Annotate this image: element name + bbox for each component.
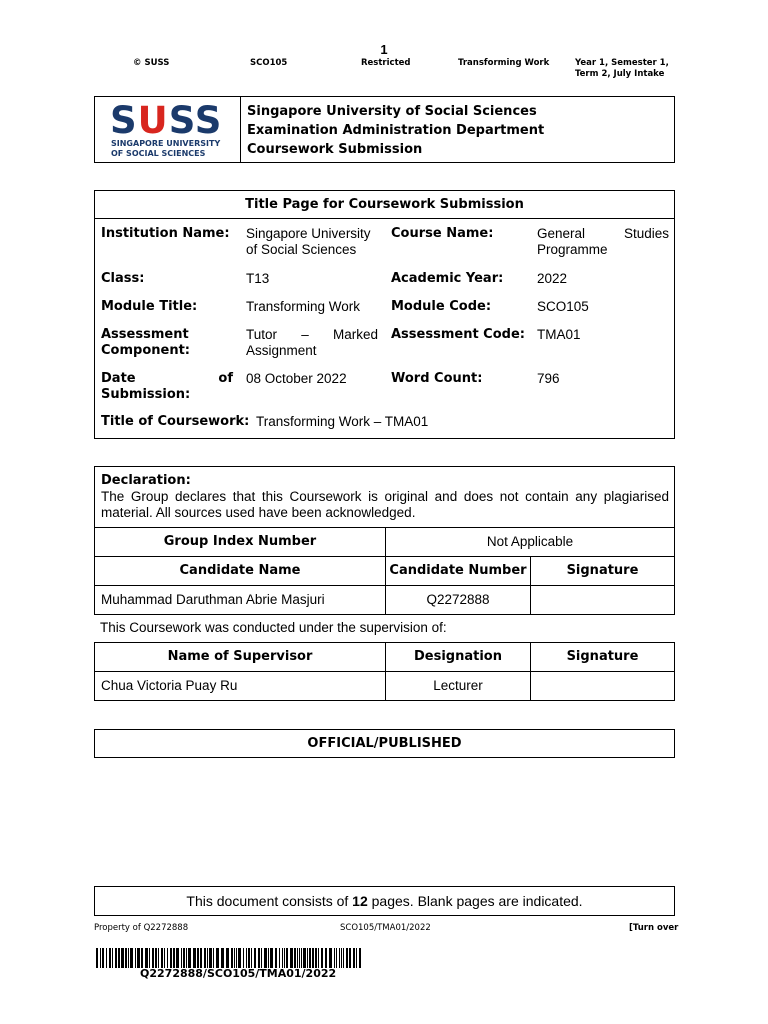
word-count-label: Word Count: xyxy=(391,371,483,386)
barcode-bar xyxy=(106,948,107,968)
barcode-bar xyxy=(204,948,206,968)
group-index-label: Group Index Number xyxy=(163,534,317,549)
barcode-bar xyxy=(270,948,273,968)
barcode-bar xyxy=(130,948,133,968)
barcode-bar xyxy=(135,948,136,968)
title-page-heading: Title Page for Coursework Submission xyxy=(95,191,674,219)
suss-logo-subtitle xyxy=(111,139,220,159)
header-term xyxy=(575,58,669,80)
candidate-signature-cell xyxy=(530,586,674,614)
barcode-bar xyxy=(183,948,185,968)
barcode-bar xyxy=(102,948,104,968)
barcode-bar xyxy=(121,948,124,968)
barcode-bar xyxy=(128,948,129,968)
barcode-bar xyxy=(243,948,244,968)
barcode-bar xyxy=(170,948,172,968)
barcode-bar xyxy=(261,948,262,968)
barcode-bar xyxy=(164,948,165,968)
institution-name-line: Singapore University of Social Sciences xyxy=(247,104,537,119)
barcode-bar xyxy=(353,948,355,968)
assessment-component-line1: Tutor – Marked xyxy=(246,327,378,342)
barcode-bar xyxy=(149,948,150,968)
barcode-bar xyxy=(158,948,159,968)
barcode-bar xyxy=(336,948,337,968)
barcode-bar xyxy=(207,948,208,968)
academic-year-label: Academic Year: xyxy=(391,271,504,286)
barcode-bar xyxy=(221,948,224,968)
supervisor-row xyxy=(95,671,674,700)
pages-count: 12 xyxy=(352,893,368,909)
candidate-header-row xyxy=(95,556,674,585)
barcode-bar xyxy=(173,948,175,968)
barcode-bar xyxy=(349,948,351,968)
barcode-bar xyxy=(236,948,237,968)
designation-header: Designation xyxy=(385,643,530,672)
barcode-bar xyxy=(356,948,357,968)
logo-sub-line2: OF SOCIAL SCIENCES xyxy=(111,149,206,158)
barcode-bar xyxy=(339,948,340,968)
class-value: T13 xyxy=(246,271,270,286)
coursework-title-value: Transforming Work – TMA01 xyxy=(256,414,429,429)
module-code-label: Module Code: xyxy=(391,299,492,314)
barcode-bar xyxy=(161,948,163,968)
supervision-intro: This Coursework was conducted under the supervision of: xyxy=(100,620,447,635)
barcode-bar xyxy=(312,948,314,968)
declaration-title: Declaration: xyxy=(101,473,191,488)
barcode-bar xyxy=(200,948,202,968)
barcode-bar xyxy=(329,948,332,968)
assessment-code-value: TMA01 xyxy=(537,327,581,342)
barcode-bar xyxy=(251,948,252,968)
page-number: 1 xyxy=(380,42,388,57)
supervisor-name: Chua Victoria Puay Ru xyxy=(101,678,238,693)
group-index-row xyxy=(95,527,674,556)
barcode-bar xyxy=(209,948,212,968)
barcode-icon xyxy=(96,948,364,968)
coursework-title-label: Title of Coursework: xyxy=(101,414,250,429)
barcode-bar xyxy=(321,948,323,968)
date-of-submission-value: 08 October 2022 xyxy=(246,371,347,386)
module-title-value: Transforming Work xyxy=(246,299,361,314)
barcode-bar xyxy=(286,948,288,968)
barcode-bar xyxy=(100,948,101,968)
barcode-bar xyxy=(309,948,311,968)
declaration-text: The Group declares that this Coursework is original and does not contain any plagiarised material. All sources used have been acknowledged. xyxy=(101,489,669,520)
assessment-code-label: Assessment Code: xyxy=(391,327,525,342)
candidate-row xyxy=(95,585,674,614)
logo-letter-s: S xyxy=(110,99,138,142)
barcode-bar xyxy=(125,948,127,968)
barcode-bar xyxy=(186,948,187,968)
barcode-bar xyxy=(152,948,154,968)
institution-name-value: Singapore University of Social Sciences xyxy=(246,226,371,257)
barcode-bar xyxy=(216,948,219,968)
candidate-signature-header: Signature xyxy=(530,557,674,585)
academic-year-value: 2022 xyxy=(537,271,568,286)
barcode-bar xyxy=(334,948,335,968)
barcode-bar xyxy=(315,948,317,968)
barcode-bar xyxy=(176,948,179,968)
barcode-bar xyxy=(246,948,247,968)
barcode-bar xyxy=(167,948,168,968)
course-name-label: Course Name: xyxy=(391,226,494,241)
barcode-bar xyxy=(282,948,283,968)
barcode-bar xyxy=(284,948,285,968)
barcode-bar xyxy=(299,948,300,968)
supervisor-signature-cell xyxy=(530,672,674,700)
barcode-bar xyxy=(231,948,233,968)
header-term-line2: Term 2, July Intake xyxy=(575,69,665,79)
barcode-bar xyxy=(325,948,327,968)
barcode-bar xyxy=(303,948,306,968)
barcode-bar xyxy=(145,948,148,968)
barcode-bar xyxy=(197,948,199,968)
assessment-component-label: Assessment Component: xyxy=(101,327,190,358)
barcode-bar xyxy=(294,948,296,968)
assessment-component-line2: Assignment xyxy=(246,343,317,358)
footer-property: Property of Q2272888 xyxy=(94,923,189,933)
barcode-bar xyxy=(343,948,344,968)
barcode-bar xyxy=(290,948,293,968)
pages-note-prefix: This document consists of xyxy=(186,893,353,909)
assessment-component-value xyxy=(246,327,378,359)
header-module-name: Transforming Work xyxy=(458,58,550,68)
submission-type-line: Coursework Submission xyxy=(247,142,423,157)
barcode-bar xyxy=(297,948,298,968)
barcode-bar xyxy=(268,948,269,968)
logo-letters-ss: SS xyxy=(168,99,223,142)
barcode-bar xyxy=(307,948,308,968)
supervisor-table xyxy=(94,642,675,701)
barcode-bar xyxy=(109,948,111,968)
course-name-line2: Programme xyxy=(537,242,608,257)
supervisor-header-row xyxy=(95,643,674,672)
barcode-bar xyxy=(193,948,196,968)
suss-logo-word xyxy=(110,99,222,142)
supervisor-name-header: Name of Supervisor xyxy=(167,649,313,664)
word-count-value: 796 xyxy=(537,371,560,386)
candidate-number-header: Candidate Number xyxy=(385,557,530,585)
pages-note xyxy=(94,886,675,916)
header-module: SCO105 xyxy=(250,58,288,68)
barcode-bar xyxy=(318,948,319,968)
barcode-bar xyxy=(258,948,260,968)
declaration-table xyxy=(94,466,675,615)
barcode-bar xyxy=(115,948,117,968)
barcode-bar xyxy=(137,948,140,968)
barcode-bar xyxy=(248,948,250,968)
barcode-text: Q2272888/SCO105/TMA01/2022 xyxy=(140,967,337,980)
official-published-label: OFFICIAL/PUBLISHED xyxy=(94,729,675,758)
logo-letter-u: U xyxy=(137,99,169,142)
barcode-bar xyxy=(141,948,143,968)
barcode-bar xyxy=(275,948,277,968)
barcode-bar xyxy=(188,948,191,968)
title-page-table xyxy=(94,190,675,439)
date-of-submission-label: Date of Submission: xyxy=(101,371,233,402)
footer-turn-over: [Turn over xyxy=(629,923,679,933)
class-label: Class: xyxy=(101,271,145,286)
institution-header xyxy=(94,96,675,163)
barcode-bar xyxy=(213,948,214,968)
barcode-bar xyxy=(279,948,280,968)
module-title-label: Module Title: xyxy=(101,299,198,314)
candidate-number: Q2272888 xyxy=(385,586,530,614)
course-name-line1: General Studies xyxy=(537,226,669,241)
barcode-bar xyxy=(181,948,182,968)
course-name-value xyxy=(537,226,669,258)
barcode-bar xyxy=(359,948,361,968)
barcode-bar xyxy=(341,948,342,968)
candidate-name: Muhammad Daruthman Abrie Masjuri xyxy=(101,592,325,607)
header-copyright: © SUSS xyxy=(133,58,170,68)
footer-reference: SCO105/TMA01/2022 xyxy=(340,923,431,933)
barcode-bar xyxy=(155,948,157,968)
institution-name-label: Institution Name: xyxy=(101,226,230,241)
barcode-bar xyxy=(254,948,256,968)
institution-lines xyxy=(247,102,544,159)
barcode-bar xyxy=(118,948,120,968)
suss-logo xyxy=(95,97,241,162)
candidate-name-header: Candidate Name xyxy=(179,563,301,578)
header-classification: Restricted xyxy=(361,58,411,68)
department-line: Examination Administration Department xyxy=(247,123,545,138)
pages-note-suffix: pages. Blank pages are indicated. xyxy=(367,893,583,909)
header-term-line1: Year 1, Semester 1, xyxy=(575,58,669,68)
group-index-value: Not Applicable xyxy=(385,528,674,556)
supervisor-signature-header: Signature xyxy=(530,643,674,672)
barcode-bar xyxy=(234,948,235,968)
logo-sub-line1: SINGAPORE UNIVERSITY xyxy=(111,139,221,148)
barcode-bar xyxy=(301,948,302,968)
barcode-bar xyxy=(346,948,348,968)
barcode-bar xyxy=(112,948,113,968)
module-code-value: SCO105 xyxy=(537,299,589,314)
barcode-bar xyxy=(96,948,98,968)
designation-value: Lecturer xyxy=(385,672,530,700)
barcode-bar xyxy=(238,948,241,968)
barcode-bar xyxy=(226,948,229,968)
barcode-bar xyxy=(264,948,267,968)
